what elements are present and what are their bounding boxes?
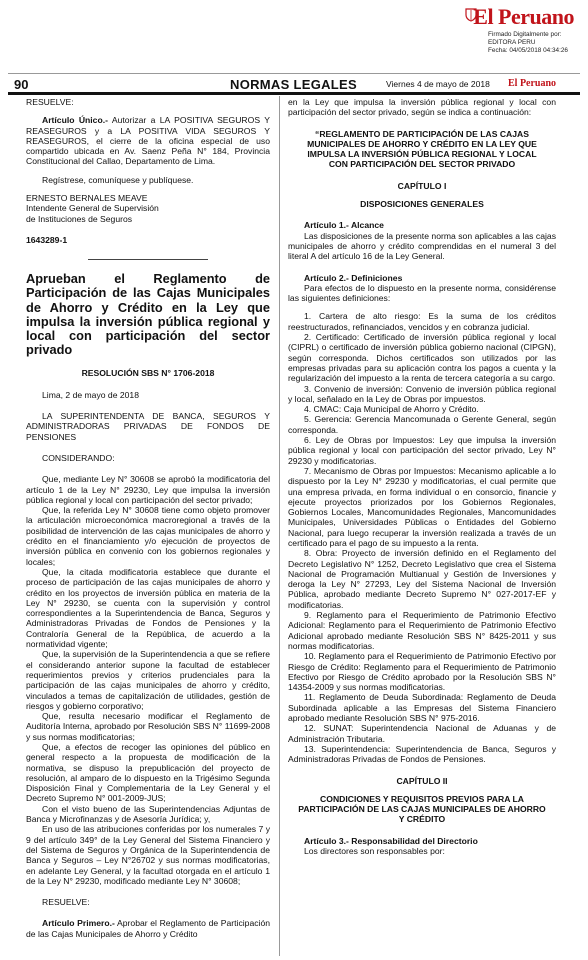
definition-item: 10. Reglamento para el Requerimiento de Patrimonio Efectivo por Riesgo de Crédito: Reglamento para el Requerimiento de Patrimonio Efectivo por Riesgo de Crédito aprobado por la Resolución SBS N° 14354-2009 y sus normas modificatorias. — [288, 651, 556, 693]
consideration-paragraph: En uso de las atribuciones conferidas por los numerales 7 y 9 del artículo 349° de la Ley General del Sistema Financiero y del Sistema de Seguros y Orgánica de la Superintendencia de Banca y Seguros – Ley N°26702 y sus normas modificatorias, en adelante Ley General, y la facultad otorgada en el artículo 1 de la Ley N° 29230, modificado mediante Ley N° 30608; — [26, 824, 270, 886]
resuelve-heading: RESUELVE: — [26, 97, 74, 107]
consideration-paragraph: Que, a efectos de recoger las opiniones del público en general respecto a la propuesta de modificación de la normativa, se dispuso la prepublicación del proyecto de resolución, al amparo de lo dispuesto en la Trigésimo Segunda Disposición Final y Complementaria de la Ley General y el Decreto Supremo N° 001-2009-JUS; — [26, 741, 270, 804]
consideration-paragraph: Que, resulta necesario modificar el Reglamento de Auditoría Interna, aprobado por Resolución SBS N° 11699-2008 y sus normas modificatorias; — [26, 711, 270, 742]
definition-item: 13. Superintendencia: Superintendencia de Banca, Seguros y Administradoras Privadas de Fondos de Pensiones. — [288, 743, 556, 765]
definition-item: 5. Gerencia: Gerencia Mancomunada o Gerente General, según corresponda. — [288, 414, 556, 435]
article-text: Autorizar a LA POSITIVA SEGUROS Y REASEGUROS y a LA POSITIVA VIDA SEGUROS Y REASEGUROS, el cierre de la oficina especial de uso compartido ubicada en Av. Saenz Peña N° 184, Provincia Constitucional del Callao, Departamento de Lima. — [26, 115, 270, 167]
left-column — [26, 97, 270, 939]
resolution-number: RESOLUCIÓN SBS N° 1706-2018 — [81, 368, 215, 379]
digital-signature — [488, 31, 568, 55]
consideration-paragraph: Que, la supervisión de la Superintendencia a que se refiere el considerando anterior supone la facultad de establecer requerimientos previos y criterios prudenciales para la participación de las cajas municipales de ahorro y crédito, vinculados a temas de capitalización de utilidades, gestión de riesgos y gobierno corporativo; — [26, 649, 270, 711]
chapter-number: CAPÍTULO I — [397, 180, 447, 191]
continuation-text: en la Ley que impulsa la inversión pública regional y local con participación del sector privado, según se indica a continuación: — [288, 97, 556, 118]
separator-rule — [88, 259, 208, 260]
definition-item: 4. CMAC: Caja Municipal de Ahorro y Crédito. — [304, 404, 479, 415]
column-divider — [279, 96, 280, 956]
place-date: Lima, 2 de mayo de 2018 — [42, 389, 139, 400]
articulo-primero — [26, 918, 270, 939]
definition-item: 6. Ley de Obras por Impuestos: Ley que impulsa la inversión pública regional y local con participación del sector privado, Ley N° 29230 y modificatorias. — [288, 435, 556, 466]
consideration-paragraph: Con el visto bueno de las Superintendencias Adjuntas de Banca y Microfinanzas y de Asesoría Jurídica; y, — [26, 803, 270, 825]
signer-role: de Instituciones de Seguros — [26, 213, 133, 224]
definitions-list — [288, 311, 556, 764]
definition-item: 9. Reglamento para el Requerimiento de Patrimonio Efectivo Adicional: Reglamento para el Requerimiento de Patrimonio Efectivo Adicional aprobado mediante Resolución SBS N° 8425-2011 y sus normas modificatorias. — [288, 610, 556, 651]
signature-line: Firmado Digitalmente por: — [488, 31, 562, 38]
article-title: Artículo 2.- Definiciones — [304, 272, 403, 283]
article-title: Artículo 3.- Responsabilidad del Directorio — [304, 835, 478, 846]
definition-item: 8. Obra: Proyecto de inversión definido en el Reglamento del Decreto Legislativo N° 1252, Decreto Legislativo que crea el Sistema Nacional de Programación Multianual y Gestión de Inversiones y deroga la Ley N° 27293, Ley del Sistema Nacional de Inversión Pública, aprobado mediante Decreto Supremo N° 027-2017-EF y modificatorias. — [288, 548, 556, 610]
right-column — [288, 97, 556, 856]
closing-formula: Regístrese, comuníquese y publíquese. — [42, 174, 194, 185]
signature-line: Fecha: 04/05/2018 04:34:26 — [488, 47, 568, 54]
consideration-paragraph: Que, la citada modificatoria establece que durante el proceso de participación de las cajas municipales de ahorro y crédito en los proyectos de inversión pública en materia de la Ley N° 29230, se cuenta con la supervisión y control correspondientes a la Superintendencia de Banca, Seguros y Administradoras Privadas de Fondos de Pensiones y la Contraloría General de la República, de acuerdo a la normatividad vigente; — [26, 566, 270, 650]
header-brand: El Peruano — [508, 78, 557, 89]
newspaper-logo: El Peruano — [473, 4, 574, 29]
section-title: NORMAS LEGALES — [230, 77, 357, 92]
masthead — [0, 0, 588, 72]
definition-item: 1. Cartera de alto riesgo: Es la suma de los créditos reestructurados, refinanciados, vencidos y en cobranza judicial. — [288, 311, 556, 332]
resuelve-heading: RESUELVE: — [42, 897, 90, 908]
issue-date: Viernes 4 de mayo de 2018 — [386, 79, 490, 89]
definition-item: 11. Reglamento de Deuda Subordinada: Reglamento de Deuda Subordinada aplicable a las Empresas del Sistema Financiero aprobado mediante Resolución SBS N° 975-2016. — [288, 692, 556, 724]
article-label: Artículo Primero.- — [42, 918, 115, 929]
reglamento-title: “REGLAMENTO DE PARTICIPACIÓN DE LAS CAJAS MUNICIPALES DE AHORRO Y CRÉDITO EN LA LEY QUE IMPULSA LA INVERSIÓN PÚBLICA REGIONAL Y LOCAL CON PARTICIPACIÓN DEL SECTOR PRIVADO — [307, 128, 537, 170]
chapter-title: DISPOSICIONES GENERALES — [360, 199, 484, 210]
considerando-heading: CONSIDERANDO: — [42, 452, 115, 463]
definition-item: 7. Mecanismo de Obras por Impuestos: Mecanismo aplicable a lo dispuesto por la Ley N° 29230 y modificatorias, el cual permite que una empresa privada, en forma individual o en consorcio, financie y ejecute proyectos priorizados por los Gobiernos Regionales, Gobiernos Locales, Mancomunidades Regionales, Mancomunidades Municipales, Universidades Públicas o Entidades del Gobierno Nacional, para luego recuperar la inversión realizada a través de un certificado para el pago de su impuesto a la renta. — [288, 465, 556, 548]
running-header — [8, 73, 580, 95]
signature-line: EDITORA PERU — [488, 39, 536, 46]
signer-role: Intendente General de Supervisión — [26, 203, 159, 214]
chapter-number: CAPÍTULO II — [396, 775, 448, 786]
signer-name: ERNESTO BERNALES MEAVE — [26, 193, 148, 204]
issuing-authority: LA SUPERINTENDENTA DE BANCA, SEGUROS Y ADMINISTRADORAS PRIVADAS DE FONDOS DE PENSIONES — [26, 411, 270, 442]
publication-code: 1643289-1 — [26, 234, 68, 245]
article-text: Aprobar el Reglamento de Participación de las Cajas Municipales de Ahorro y Crédito — [26, 918, 270, 939]
article-body: Para efectos de lo dispuesto en la presente norma, considérense las siguientes definiciones: — [288, 282, 556, 304]
article-title: Artículo 1.- Alcance — [304, 220, 384, 231]
considerations-list — [26, 474, 270, 886]
article-body: Las disposiciones de la presente norma son aplicables a las cajas municipales de ahorro y crédito comprendidas en el numeral 3 del literal A del artículo 16 de la Ley General. — [288, 230, 556, 262]
chapter-title: CONDICIONES Y REQUISITOS PREVIOS PARA LA PARTICIPACIÓN DE LAS CAJAS MUNICIPALES DE AHORRO Y CRÉDITO — [298, 793, 546, 825]
consideration-paragraph: Que, la referida Ley N° 30608 tiene como objeto promover la articulación microeconómica macroregional a través de la posibilidad de intervención de las cajas municipales de ahorro y crédito en el financiamiento y/o ejecución de proyectos de inversión pública en convenio con los gobiernos regionales y locales; — [26, 505, 270, 567]
article-label: Artículo Único.- — [42, 115, 108, 126]
consideration-paragraph: Que, mediante Ley N° 30608 se aprobó la modificatoria del artículo 1 de la Ley N° 29230, Ley que impulsa la inversión pública regional y local con participación del sector privado; — [26, 474, 270, 505]
article-headline: Aprueban el Reglamento de Participación de las Cajas Municipales de Ahorro y Crédito en la Ley que impulsa la inversión pública regional y local con participación del sector privado — [26, 271, 270, 358]
article-body: Los directores son responsables por: — [304, 846, 445, 856]
definition-item: 2. Certificado: Certificado de inversión pública regional y local (CIPRL) o certificado de inversión pública gobierno nacional (CIPGN), según corresponda. Dichos certificados son utilizados por las empresas privadas para su aplicación contra los pagos a cuenta y la regularización del impuesto a la renta de tercera categoría a su cargo. — [288, 332, 556, 384]
definition-item: 12. SUNAT: Superintendencia Nacional de Aduanas y de Administración Tributaria. — [288, 723, 556, 744]
articulo-unico — [26, 115, 270, 166]
page-number: 90 — [14, 77, 29, 92]
definition-item: 3. Convenio de inversión: Convenio de inversión pública regional y local, señalado en la Ley de Obras por impuestos. — [288, 383, 556, 404]
